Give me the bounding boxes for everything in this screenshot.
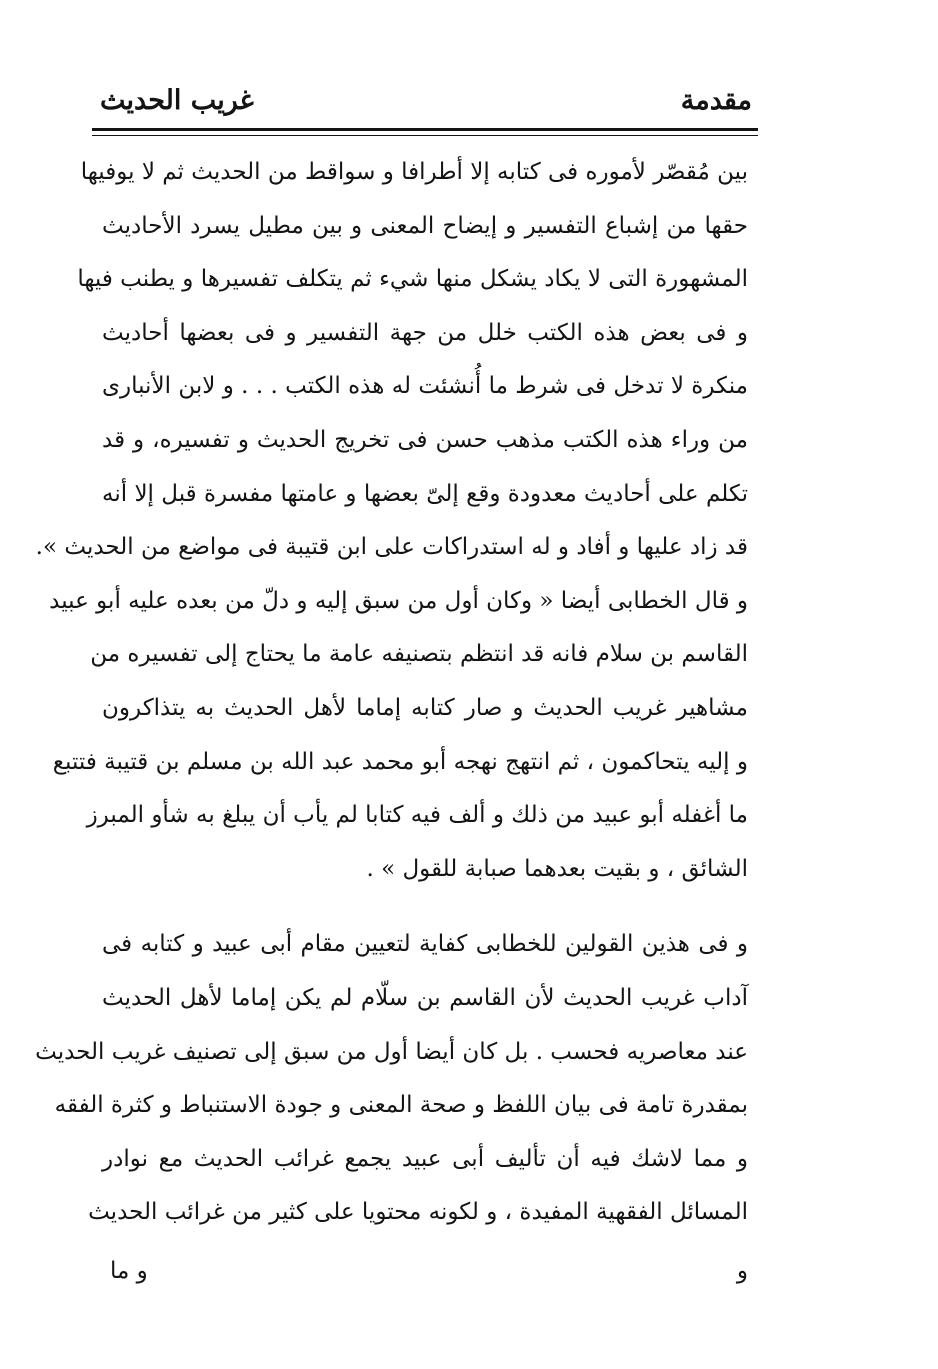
header-rule-thin xyxy=(92,135,758,136)
text-line: آداب غريب الحديث لأن القاسم بن سلّام لم يكن إماما لأهل الحديث xyxy=(102,984,748,1011)
text-line: حقها من إشباع التفسير و إيضاح المعنى و بين مطيل يسرد الأحاديث xyxy=(102,212,748,239)
section-title: مقدمة xyxy=(680,84,752,116)
text-line: بمقدرة تامة فى بيان اللفظ و صحة المعنى و جودة الاستنباط و كثرة الفقه xyxy=(54,1092,748,1119)
catchword-right: و xyxy=(736,1258,748,1284)
text-line: قد زاد عليها و أفاد و له استدراكات على ابن قتيبة فى مواضع من الحديث ». xyxy=(35,534,748,561)
paragraph-2 xyxy=(35,918,748,1240)
paragraph-gap xyxy=(102,896,748,918)
text-line: الشائق ، و بقيت بعدهما صبابة للقول » . xyxy=(366,855,748,882)
text-line: و فى هذين القولين للخطابى كفاية لتعيين مقام أبى عبيد و كتابه فى xyxy=(102,931,748,958)
running-head xyxy=(100,78,752,122)
text-line: مشاهير غريب الحديث و صار كتابه إماما لأهل الحديث به يتذاكرون xyxy=(102,694,748,721)
text-line: و قال الخطابى أيضا « وكان أول من سبق إليه و دلّ من بعده عليه أبو عبيد xyxy=(49,587,748,614)
text-line: عند معاصريه فحسب . بل كان أيضا أول من سبق إلى تصنيف غريب الحديث xyxy=(35,1038,748,1065)
text-line: و فى بعض هذه الكتب خلل من جهة التفسير و فى بعضها أحاديث xyxy=(102,319,748,346)
text-line: من وراء هذه الكتب مذهب حسن فى تخريج الحديث و تفسيره، و قد xyxy=(102,426,748,453)
body-text xyxy=(35,146,748,1240)
text-line: منكرة لا تدخل فى شرط ما أُنشئت له هذه الكتب . . . و لابن الأنبارى xyxy=(102,373,748,400)
catchwords xyxy=(110,1258,748,1298)
text-line: القاسم بن سلام فانه قد انتظم بتصنيفه عامة ما يحتاج إلى تفسيره من xyxy=(90,641,748,668)
text-line: ما أغفله أبو عبيد من ذلك و ألف فيه كتابا لم يأب أن يبلغ به شأو المبرز xyxy=(86,802,748,829)
paragraph-1 xyxy=(35,146,748,896)
text-line: المشهورة التى لا يكاد يشكل منها شيء ثم يتكلف تفسيرها و يطنب فيها xyxy=(77,266,748,293)
text-line: بين مُقصّر لأموره فى كتابه إلا أطرافا و سواقط من الحديث ثم لا يوفيها xyxy=(80,159,748,185)
book-title: غريب الحديث xyxy=(100,84,254,116)
text-line: تكلم على أحاديث معدودة وقع إلىّ بعضها و عامتها مفسرة قبل إلا أنه xyxy=(102,480,748,507)
text-line: المسائل الفقهية المفيدة ، و لكونه محتويا على كثير من غرائب الحديث xyxy=(88,1199,748,1226)
catchword-left: و ما xyxy=(110,1258,148,1284)
header-rule-thick xyxy=(92,128,758,131)
text-line: و إليه يتحاكمون ، ثم انتهج نهجه أبو محمد عبد الله بن مسلم بن قتيبة فتتبع xyxy=(52,748,748,775)
text-line: و مما لاشك فيه أن تأليف أبى عبيد يجمع غرائب الحديث مع نوادر xyxy=(102,1145,748,1172)
